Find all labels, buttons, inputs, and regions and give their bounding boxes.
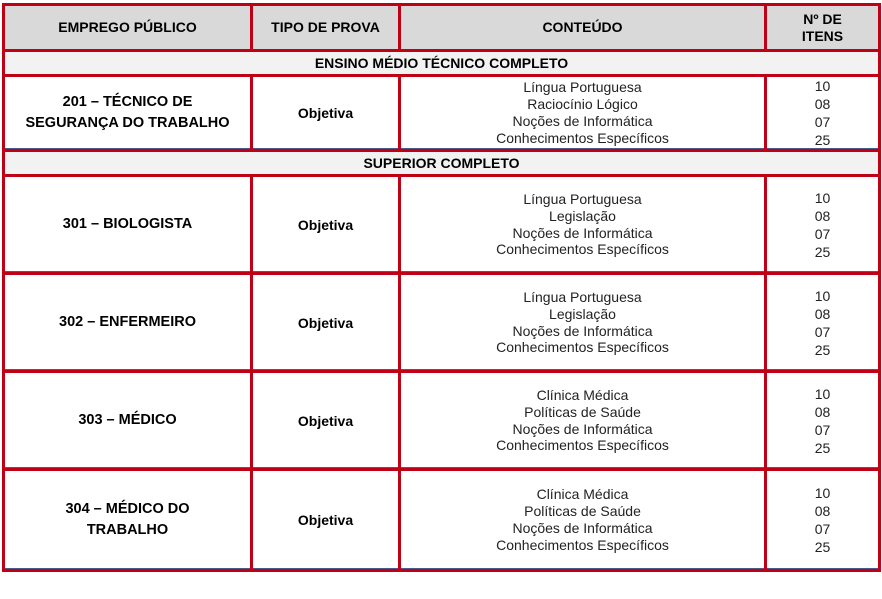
conteudo-item: Noções de Informática: [512, 113, 653, 129]
itens-value: 10: [814, 287, 831, 304]
itens-value: 07: [814, 521, 831, 537]
emprego-line: 301 – BIOLOGISTA: [62, 216, 193, 232]
conteudo-item: Conhecimentos Específicos: [496, 241, 669, 258]
emprego-line: 302 – ENFERMEIRO: [59, 314, 196, 330]
conteudo-item: Clínica Médica: [536, 386, 629, 403]
emprego-cell: [4, 76, 252, 151]
header-tipo-de-prova: TIPO DE PROVA: [252, 5, 400, 51]
conteudo-item: Conhecimentos Específicos: [496, 437, 669, 454]
itens-value: 07: [814, 225, 831, 242]
itens-cell: [766, 274, 880, 372]
table-row: [4, 274, 880, 372]
itens-value: 25: [814, 539, 831, 555]
table-row: [4, 76, 880, 151]
itens-value: 10: [814, 189, 831, 206]
header-itens-line2: ITENS: [801, 27, 844, 44]
emprego-line: SEGURANÇA DO TRABALHO: [25, 115, 230, 131]
conteudo-item: Raciocínio Lógico: [527, 96, 638, 113]
itens-value: 25: [814, 439, 831, 456]
tipo-cell: Objetiva: [252, 470, 400, 571]
conteudo-cell: [400, 372, 766, 470]
header-numero-itens: [766, 5, 880, 51]
conteudo-item: Conhecimentos Específicos: [496, 129, 669, 146]
tipo-cell: Objetiva: [252, 274, 400, 372]
itens-value: 08: [814, 503, 831, 519]
tipo-cell: Objetiva: [252, 76, 400, 151]
conteudo-item: Língua Portuguesa: [523, 190, 642, 207]
emprego-cell: [4, 274, 252, 372]
itens-cell: [766, 76, 880, 151]
itens-value: 07: [814, 323, 831, 340]
table-row: [4, 470, 880, 571]
conteudo-item: Legislação: [549, 207, 616, 224]
itens-value: 10: [814, 485, 831, 501]
emprego-cell: [4, 176, 252, 274]
conteudo-cell: [400, 76, 766, 151]
tipo-cell: Objetiva: [252, 372, 400, 470]
emprego-line: 303 – MÉDICO: [78, 412, 177, 428]
tipo-cell: Objetiva: [252, 176, 400, 274]
emprego-line: 201 – TÉCNICO DE: [62, 94, 193, 110]
header-itens-line1: Nº DE: [803, 10, 842, 27]
itens-value: 08: [814, 96, 831, 112]
emprego-line: 304 – MÉDICO DO: [65, 501, 190, 517]
section-title: ENSINO MÉDIO TÉCNICO COMPLETO: [4, 51, 880, 76]
itens-value: 08: [814, 305, 831, 322]
itens-value: 10: [814, 78, 831, 94]
conteudo-item: Clínica Médica: [536, 486, 629, 503]
itens-value: 07: [814, 421, 831, 438]
emprego-cell: [4, 470, 252, 571]
conteudo-item: Conhecimentos Específicos: [496, 339, 669, 356]
emprego-line: TRABALHO: [86, 522, 169, 538]
itens-value: 08: [814, 403, 831, 420]
header-emprego-publico: EMPREGO PÚBLICO: [4, 5, 252, 51]
section-title: SUPERIOR COMPLETO: [4, 151, 880, 176]
itens-value: 25: [814, 132, 831, 148]
section-row: [4, 51, 880, 76]
conteudo-item: Língua Portuguesa: [523, 288, 642, 305]
conteudo-item: Noções de Informática: [512, 322, 653, 339]
emprego-cell: [4, 372, 252, 470]
section-row: [4, 151, 880, 176]
itens-value: 07: [814, 114, 831, 130]
conteudo-item: Noções de Informática: [512, 224, 653, 241]
itens-cell: [766, 176, 880, 274]
conteudo-item: Língua Portuguesa: [523, 79, 642, 96]
itens-cell: [766, 470, 880, 571]
table-header-row: [4, 5, 880, 51]
conteudo-item: Legislação: [549, 305, 616, 322]
conteudo-cell: [400, 274, 766, 372]
conteudo-item: Políticas de Saúde: [524, 503, 641, 520]
itens-cell: [766, 372, 880, 470]
conteudo-cell: [400, 470, 766, 571]
itens-value: 10: [814, 385, 831, 402]
itens-value: 08: [814, 207, 831, 224]
itens-value: 25: [814, 243, 831, 260]
itens-value: 25: [814, 341, 831, 358]
table-row: [4, 372, 880, 470]
table-row: [4, 176, 880, 274]
conteudo-item: Noções de Informática: [512, 520, 653, 536]
conteudo-item: Políticas de Saúde: [524, 403, 641, 420]
conteudo-item: Conhecimentos Específicos: [496, 536, 669, 553]
conteudo-cell: [400, 176, 766, 274]
exam-content-table: [2, 3, 881, 572]
conteudo-item: Noções de Informática: [512, 420, 653, 437]
header-conteudo: CONTEÚDO: [400, 5, 766, 51]
